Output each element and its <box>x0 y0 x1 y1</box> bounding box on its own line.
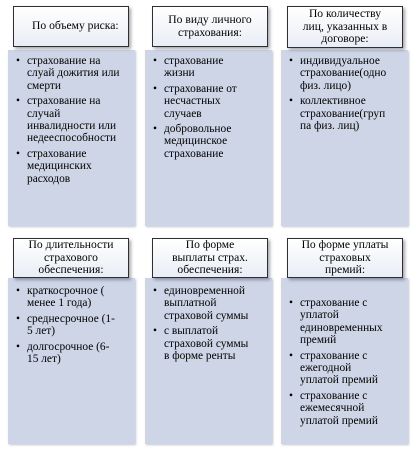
list-item: • страхование на слуай дожития или смерти <box>16 55 134 92</box>
list-item: • единовременной выплатной страховой суммы <box>153 285 271 322</box>
list-risk-volume <box>16 55 134 188</box>
header-premium-payment-form: По форме уплаты страховых премий: <box>287 238 403 278</box>
list-item: • добровольное медицинское страхование <box>153 123 271 160</box>
header-risk-volume: По объему риска: <box>13 6 129 47</box>
list-item: • страхование от несчастных случаев <box>153 83 271 120</box>
list-item: • страхование с ежемесячной уплатой премий <box>289 390 407 427</box>
list-item: • индивидуальное страхование(одно физ. лицо) <box>289 55 407 92</box>
header-personal-insurance-type: По виду личного страхования: <box>152 6 268 47</box>
list-coverage-duration <box>16 285 134 368</box>
list-item: • коллективное страхование(груп па физ. лиц) <box>289 95 407 132</box>
header-payout-form: По форме выплаты страх. обеспечения: <box>152 238 268 278</box>
list-item: • страхование медицинских расходов <box>16 148 134 185</box>
header-persons-count: По количеству лиц, указанных в договоре: <box>287 6 403 48</box>
list-item: • страхование с ежегодной уплатой премий <box>289 350 407 387</box>
list-item: • с выплатой страховой суммы в форме ренты <box>153 325 271 362</box>
list-item: • среднесрочное (1- 5 лет) <box>16 313 134 338</box>
list-payout-form <box>153 285 271 365</box>
list-item: • страхование с уплатой единовременных премий <box>289 297 407 347</box>
header-coverage-duration: По длительности страхового обеспечения: <box>13 238 129 278</box>
list-premium-payment-form <box>289 297 407 430</box>
list-item: • краткосрочное ( менее 1 года) <box>16 285 134 310</box>
list-personal-insurance-type <box>153 55 271 163</box>
list-item: • страхование на случай инвалидности или недееспособности <box>16 95 134 145</box>
list-item: • страхование жизни <box>153 55 271 80</box>
list-persons-count <box>289 55 407 135</box>
list-item: • долгосрочное (6- 15 лет) <box>16 341 134 366</box>
